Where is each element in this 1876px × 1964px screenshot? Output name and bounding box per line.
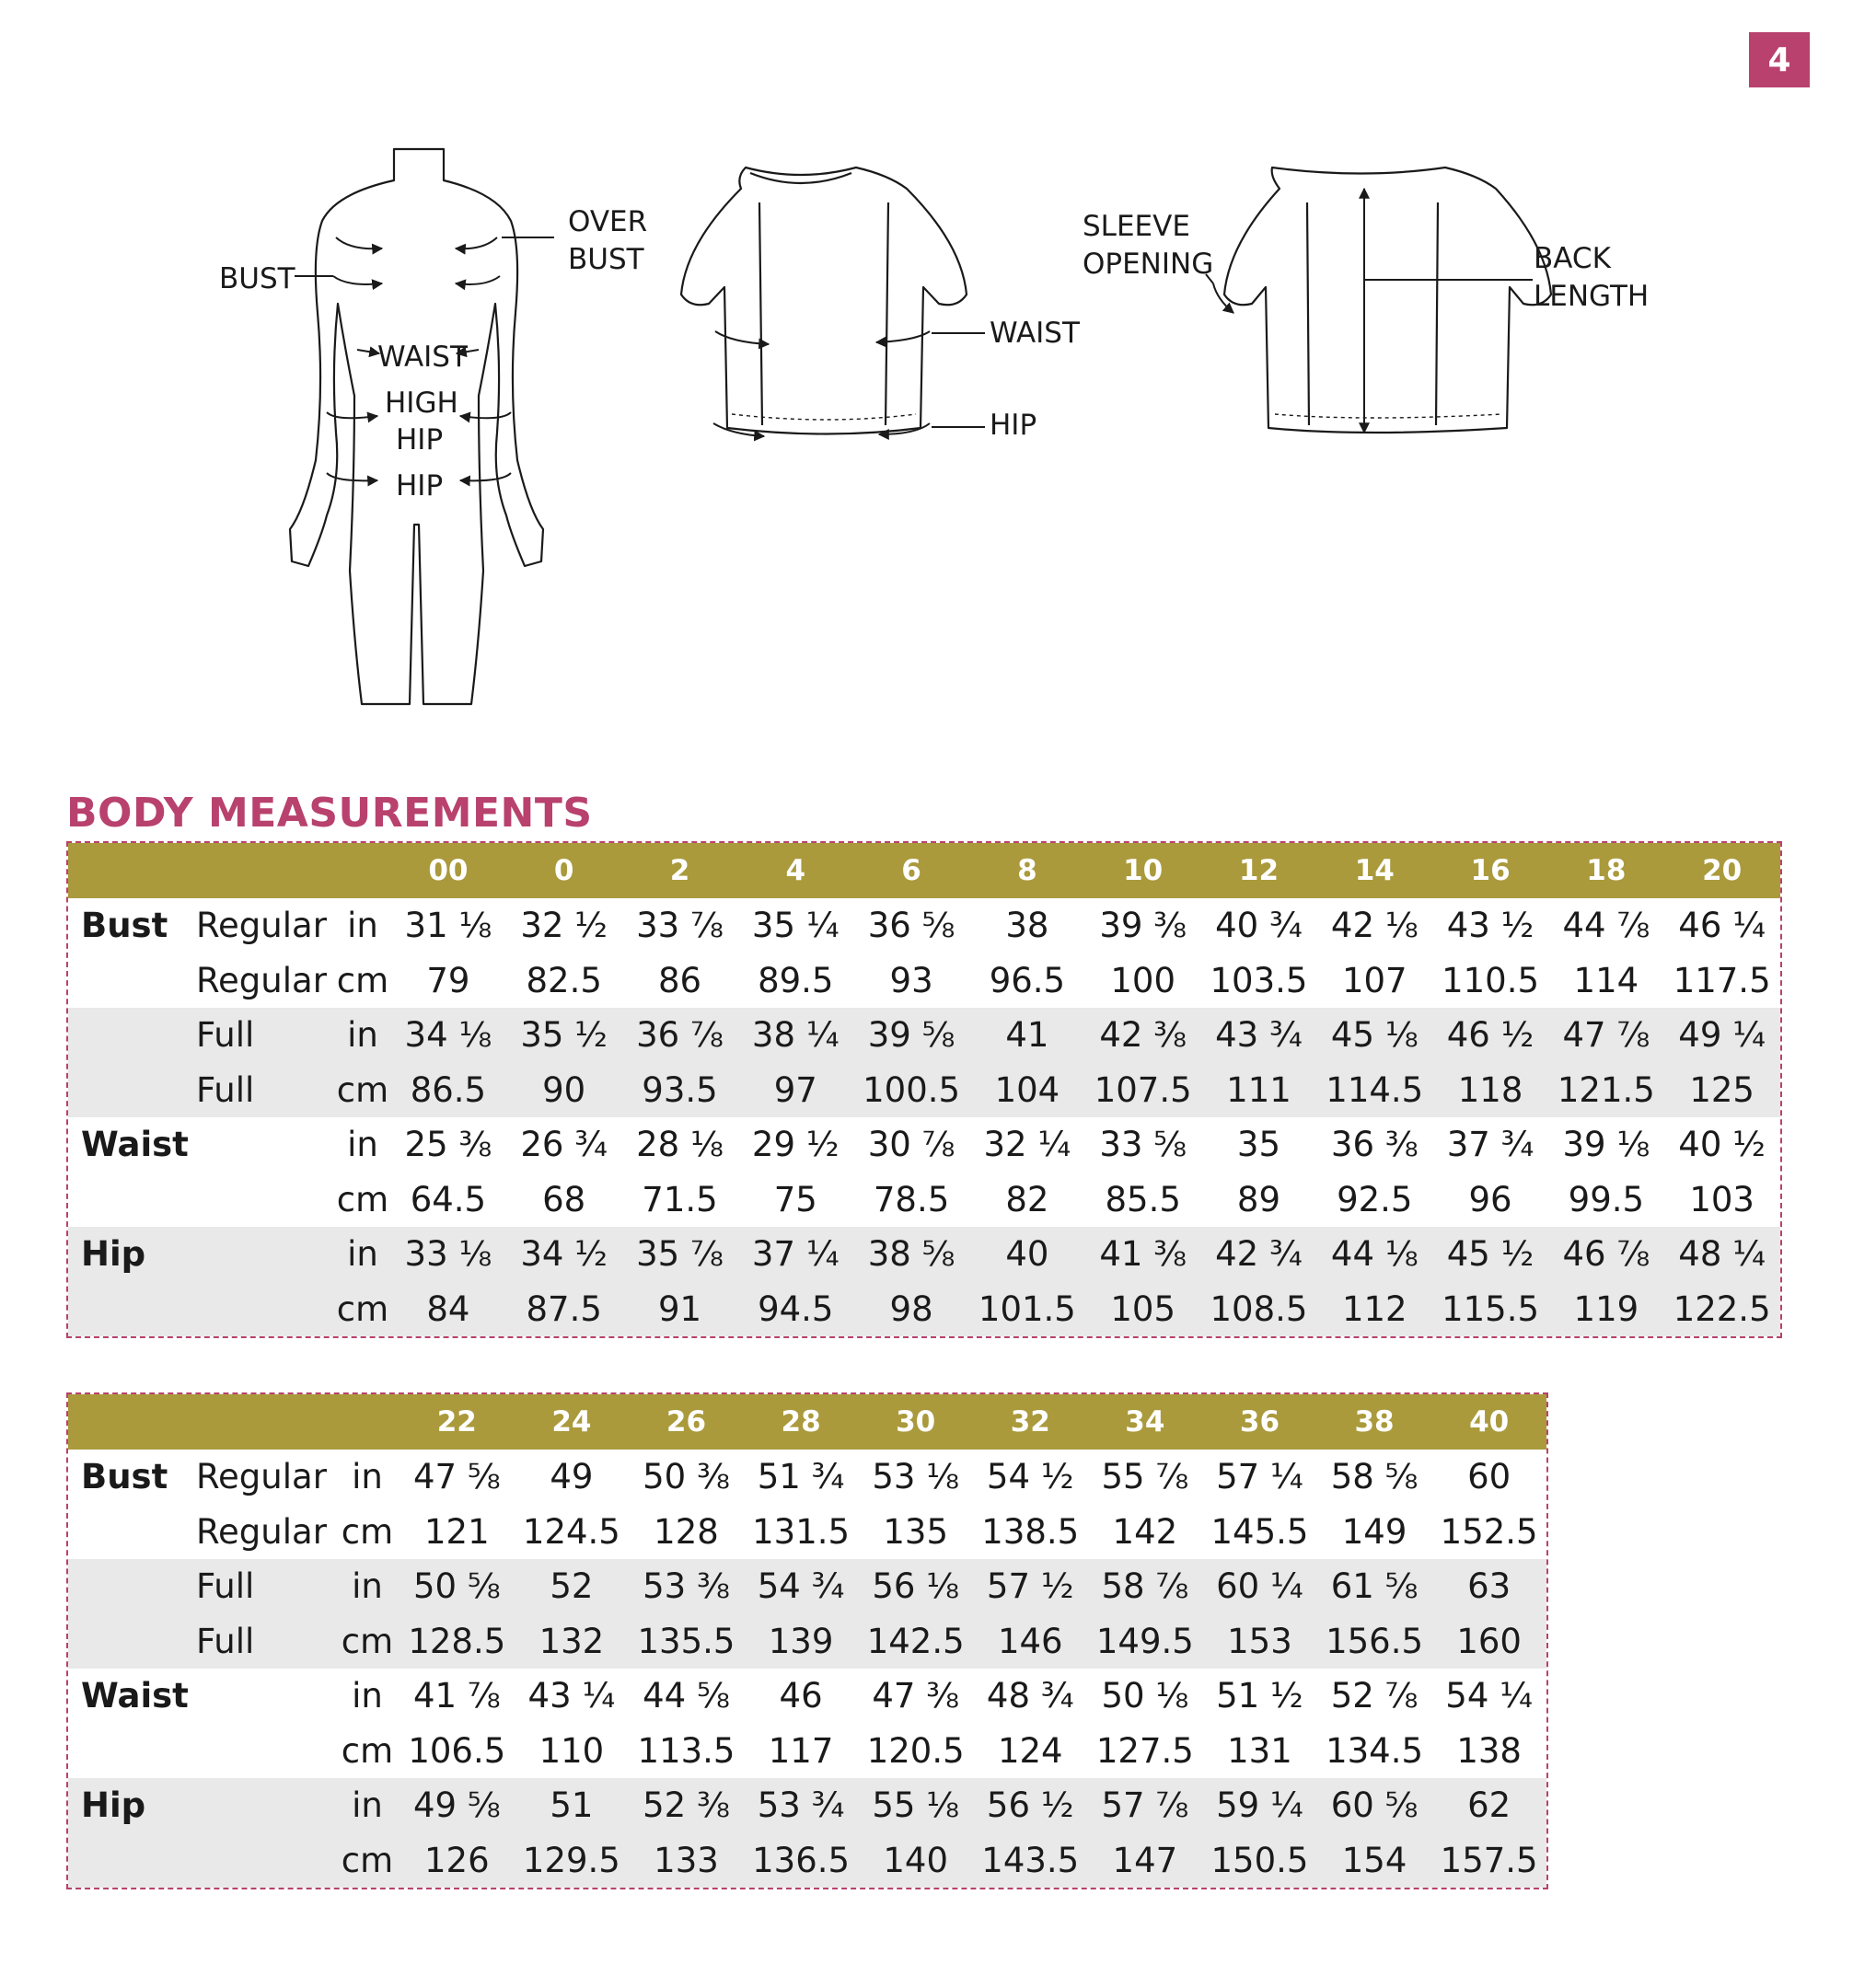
measurement-value: 26 ¾ — [520, 1125, 608, 1165]
measurement-value: 106.5 — [408, 1730, 506, 1771]
table-row — [68, 1117, 1780, 1173]
measurement-value: 132 — [515, 1614, 630, 1669]
size-header: 24 — [515, 1394, 630, 1450]
size-header: 12 — [1201, 843, 1317, 898]
header-spacer — [192, 843, 335, 898]
table-row — [68, 1614, 1546, 1669]
measurement-value: 99.5 — [1568, 1179, 1645, 1219]
label-bust: BUST — [219, 262, 295, 295]
header-spacer — [68, 843, 192, 898]
measurement-value: 146 — [973, 1614, 1088, 1669]
unit-label: cm — [341, 1511, 394, 1552]
measurement-value: 157.5 — [1431, 1833, 1546, 1889]
measurement-label: Waist — [81, 1125, 189, 1165]
label-over-bust-line2: BUST — [568, 243, 644, 276]
measurement-value: 128.5 — [400, 1614, 515, 1669]
measurement-value: 62 — [1431, 1778, 1546, 1833]
measurement-value: 138 — [1456, 1730, 1522, 1771]
table-row — [68, 1450, 1546, 1505]
measurement-value: 35 ½ — [506, 1008, 622, 1063]
measurement-value: 46 ¼ — [1678, 906, 1766, 946]
measurement-value: 49 ⅝ — [400, 1778, 515, 1833]
table-row — [68, 953, 1780, 1009]
variant-label: Regular — [196, 906, 327, 946]
measurement-value: 103.5 — [1210, 960, 1308, 1000]
measurement-value: 105 — [1085, 1282, 1201, 1337]
measurement-value: 51 — [515, 1778, 630, 1833]
measurement-label — [68, 1505, 192, 1560]
label-sleeve-opening-line1: SLEEVE — [1083, 210, 1190, 243]
measurement-value: 39 ⅜ — [1099, 906, 1187, 946]
variant-label: Regular — [196, 960, 327, 1000]
measurement-value: 93.5 — [622, 1063, 738, 1118]
measurement-value: 61 ⅝ — [1317, 1559, 1432, 1614]
size-header: 38 — [1317, 1394, 1432, 1450]
measurement-value: 84 — [390, 1282, 506, 1337]
measurement-value: 113.5 — [637, 1730, 735, 1771]
size-header: 26 — [629, 1394, 744, 1450]
table-row — [68, 1063, 1780, 1118]
measurement-value: 38 — [1005, 906, 1049, 946]
measurement-value: 34 ½ — [506, 1227, 622, 1282]
measurement-value: 86.5 — [390, 1063, 506, 1118]
measurement-value: 58 ⅝ — [1330, 1457, 1419, 1497]
unit-label: in — [335, 1778, 400, 1833]
measurement-value: 135.5 — [629, 1614, 744, 1669]
measurement-value: 96 — [1468, 1179, 1512, 1219]
measurement-value: 56 ½ — [973, 1778, 1088, 1833]
top-back-arrows — [1206, 189, 1533, 433]
measurement-value: 140 — [858, 1833, 973, 1889]
measurement-value: 52 ⅜ — [629, 1778, 744, 1833]
measurement-value: 89.5 — [758, 960, 834, 1000]
size-header: 18 — [1548, 843, 1664, 898]
measurement-value: 46 ½ — [1432, 1008, 1548, 1063]
unit-label: in — [352, 1457, 383, 1497]
size-header: 22 — [400, 1394, 515, 1450]
measurement-value: 38 ⅝ — [853, 1227, 969, 1282]
measurement-value: 39 ⅝ — [853, 1008, 969, 1063]
section-title: BODY MEASUREMENTS — [66, 790, 593, 837]
measurement-value: 29 ½ — [751, 1125, 840, 1165]
measurement-value: 136.5 — [744, 1833, 859, 1889]
label-waist-body: WAIST — [377, 341, 468, 374]
label-hip-body: HIP — [396, 469, 444, 503]
measurement-value: 40 ¾ — [1215, 906, 1303, 946]
measurement-value: 139 — [744, 1614, 859, 1669]
measurement-value: 152.5 — [1440, 1511, 1538, 1552]
measurement-value: 43 ½ — [1446, 906, 1534, 946]
measurement-value: 52 — [515, 1559, 630, 1614]
measurement-value: 79 — [426, 960, 470, 1000]
size-header: 30 — [858, 1394, 973, 1450]
measurement-label: Hip — [68, 1778, 192, 1833]
size-table — [68, 843, 1780, 1336]
measurement-value: 47 ⅞ — [1548, 1008, 1664, 1063]
unit-label: in — [347, 1125, 378, 1165]
label-high-hip-line1: HIGH — [385, 387, 458, 420]
measurement-label — [68, 1063, 192, 1118]
measurement-value: 98 — [853, 1282, 969, 1337]
measurement-value: 131 — [1227, 1730, 1292, 1771]
measurement-value: 68 — [542, 1179, 586, 1219]
table-row — [68, 1778, 1546, 1833]
size-header: 34 — [1088, 1394, 1203, 1450]
size-header: 20 — [1664, 843, 1780, 898]
table-row — [68, 1008, 1780, 1063]
measurement-value: 87.5 — [506, 1282, 622, 1337]
label-waist-front: WAIST — [990, 317, 1080, 350]
unit-label: cm — [335, 1282, 390, 1337]
measurement-value: 48 ¾ — [986, 1676, 1074, 1716]
measurement-value: 36 ⅞ — [622, 1008, 738, 1063]
header-spacer — [192, 1394, 335, 1450]
measurement-value: 42 ¾ — [1201, 1227, 1317, 1282]
measurement-value: 31 ⅛ — [404, 906, 492, 946]
measurement-value: 127.5 — [1095, 1730, 1194, 1771]
measurement-value: 54 ¾ — [744, 1559, 859, 1614]
measurement-value: 45 ⅛ — [1316, 1008, 1432, 1063]
measurement-value: 134.5 — [1326, 1730, 1424, 1771]
variant-label: Full — [192, 1008, 335, 1063]
measurement-value: 117 — [768, 1730, 834, 1771]
unit-label: cm — [336, 960, 389, 1000]
measurement-value: 42 ⅜ — [1085, 1008, 1201, 1063]
measurement-value: 40 ½ — [1678, 1125, 1766, 1165]
measurement-value: 100.5 — [853, 1063, 969, 1118]
measurement-value: 47 ⅝ — [412, 1457, 501, 1497]
measurement-value: 41 — [969, 1008, 1085, 1063]
measurement-value: 133 — [629, 1833, 744, 1889]
measurement-value: 33 ⅞ — [636, 906, 724, 946]
unit-label: in — [347, 906, 378, 946]
measurement-value: 48 ¼ — [1664, 1227, 1780, 1282]
measurement-value: 104 — [969, 1063, 1085, 1118]
table-row — [68, 1669, 1546, 1724]
measurement-value: 50 ⅜ — [643, 1457, 730, 1497]
measurement-value: 36 ⅜ — [1330, 1125, 1419, 1165]
table-row — [68, 1173, 1780, 1228]
measurement-value: 71.5 — [642, 1179, 718, 1219]
measurement-value: 44 ⅝ — [643, 1676, 730, 1716]
measurement-value: 50 ⅛ — [1101, 1676, 1189, 1716]
measurement-value: 42 ⅛ — [1330, 906, 1419, 946]
measurement-value: 149.5 — [1088, 1614, 1203, 1669]
header-spacer — [68, 1394, 192, 1450]
measurement-value: 60 ¼ — [1202, 1559, 1317, 1614]
header-spacer — [335, 1394, 400, 1450]
size-chart-2 — [66, 1392, 1548, 1889]
measurement-label — [68, 1724, 192, 1779]
label-high-hip-line2: HIP — [396, 423, 444, 456]
measurement-value: 145.5 — [1210, 1511, 1309, 1552]
measurement-label — [68, 1559, 192, 1614]
measurement-value: 55 ⅛ — [858, 1778, 973, 1833]
size-header: 10 — [1085, 843, 1201, 898]
size-header-row — [68, 843, 1780, 898]
size-header: 36 — [1202, 1394, 1317, 1450]
measurement-value: 28 ⅛ — [636, 1125, 724, 1165]
measurement-value: 153 — [1202, 1614, 1317, 1669]
label-back-length-line2: LENGTH — [1534, 280, 1650, 313]
measurement-value: 43 ¾ — [1201, 1008, 1317, 1063]
measurement-value: 121 — [423, 1511, 490, 1552]
measurement-value: 107.5 — [1085, 1063, 1201, 1118]
label-sleeve-opening-line2: OPENING — [1083, 248, 1214, 281]
measurement-value: 53 ⅜ — [629, 1559, 744, 1614]
measurement-value: 39 ⅛ — [1562, 1125, 1650, 1165]
measurement-value: 112 — [1316, 1282, 1432, 1337]
measurement-label: Bust — [81, 906, 168, 946]
page-number-badge: 4 — [1749, 32, 1810, 87]
measurement-value: 128 — [654, 1511, 719, 1552]
measurement-value: 75 — [773, 1179, 817, 1219]
size-header: 16 — [1432, 843, 1548, 898]
measurement-value: 101.5 — [969, 1282, 1085, 1337]
measurement-value: 143.5 — [973, 1833, 1088, 1889]
measurement-value: 53 ⅛ — [872, 1457, 960, 1497]
measurement-value: 142.5 — [858, 1614, 973, 1669]
variant-label — [192, 1282, 335, 1337]
measurement-label — [68, 1008, 192, 1063]
variant-label — [192, 1173, 335, 1228]
size-table — [68, 1394, 1546, 1888]
table-row — [68, 1227, 1780, 1282]
measurement-value: 44 ⅞ — [1562, 906, 1650, 946]
measurement-value: 91 — [622, 1282, 738, 1337]
measurement-value: 160 — [1431, 1614, 1546, 1669]
measurement-value: 107 — [1341, 960, 1407, 1000]
measurement-value: 142 — [1112, 1511, 1178, 1552]
measurement-value: 111 — [1201, 1063, 1317, 1118]
size-header: 4 — [737, 843, 853, 898]
label-hip-front: HIP — [990, 409, 1037, 442]
measurement-value: 60 — [1467, 1457, 1511, 1497]
label-over-bust-line1: OVER — [568, 205, 648, 238]
measurement-value: 92.5 — [1337, 1179, 1413, 1219]
size-header: 6 — [853, 843, 969, 898]
variant-label — [192, 1833, 335, 1889]
measurement-value: 149 — [1341, 1511, 1407, 1552]
measurement-value: 121.5 — [1548, 1063, 1664, 1118]
measurement-value: 122.5 — [1664, 1282, 1780, 1337]
measurement-value: 108.5 — [1201, 1282, 1317, 1337]
measurement-value: 41 ⅜ — [1085, 1227, 1201, 1282]
measurement-value: 38 ¼ — [737, 1008, 853, 1063]
measurement-value: 33 ⅛ — [390, 1227, 506, 1282]
measurement-value: 30 ⅞ — [867, 1125, 955, 1165]
measurement-value: 93 — [889, 960, 933, 1000]
measurement-value: 49 ¼ — [1664, 1008, 1780, 1063]
measurement-value: 57 ⅞ — [1088, 1778, 1203, 1833]
unit-label: cm — [335, 1614, 400, 1669]
size-header: 28 — [744, 1394, 859, 1450]
table-row — [68, 898, 1780, 953]
variant-label — [192, 1669, 335, 1724]
measurement-value: 54 ¼ — [1445, 1676, 1533, 1716]
unit-label: in — [335, 1008, 390, 1063]
unit-label: in — [335, 1559, 400, 1614]
illustrations-svg — [0, 0, 1876, 736]
measurement-value: 124 — [997, 1730, 1063, 1771]
measurement-label: Waist — [81, 1676, 189, 1716]
variant-label — [192, 1227, 335, 1282]
table-row — [68, 1282, 1780, 1337]
measurement-value: 82.5 — [526, 960, 602, 1000]
measurement-label — [68, 1833, 192, 1889]
measurement-value: 35 — [1236, 1125, 1281, 1165]
measurement-value: 37 ¼ — [737, 1227, 853, 1282]
label-back-length-line1: BACK — [1534, 242, 1611, 275]
measurement-value: 44 ⅛ — [1316, 1227, 1432, 1282]
measurement-value: 90 — [506, 1063, 622, 1118]
measurement-value: 32 ¼ — [983, 1125, 1071, 1165]
measurement-value: 94.5 — [737, 1282, 853, 1337]
measurement-value: 53 ¾ — [744, 1778, 859, 1833]
unit-label: cm — [335, 1833, 400, 1889]
measurement-value: 46 — [779, 1676, 823, 1716]
measurement-value: 54 ½ — [986, 1457, 1074, 1497]
table-row — [68, 1833, 1546, 1889]
measurement-label — [68, 1614, 192, 1669]
variant-label: Regular — [196, 1457, 327, 1497]
table-row — [68, 1559, 1546, 1614]
measurement-value: 125 — [1664, 1063, 1780, 1118]
measurement-value: 135 — [883, 1511, 948, 1552]
measurement-value: 82 — [1005, 1179, 1049, 1219]
measurement-value: 119 — [1548, 1282, 1664, 1337]
size-header: 32 — [973, 1394, 1088, 1450]
measurement-value: 56 ⅛ — [858, 1559, 973, 1614]
measurement-value: 129.5 — [515, 1833, 630, 1889]
top-back-figure — [1224, 168, 1551, 433]
measurement-value: 57 ¼ — [1216, 1457, 1303, 1497]
measurement-value: 43 ¼ — [527, 1676, 616, 1716]
measurement-label — [68, 953, 192, 1009]
measurement-value: 97 — [737, 1063, 853, 1118]
measurement-value: 59 ¼ — [1202, 1778, 1317, 1833]
measurement-value: 114 — [1573, 960, 1639, 1000]
size-chart-1 — [66, 841, 1782, 1338]
measurement-value: 115.5 — [1432, 1282, 1548, 1337]
measurement-value: 78.5 — [873, 1179, 950, 1219]
measurement-value: 35 ⅞ — [622, 1227, 738, 1282]
measurement-value: 150.5 — [1202, 1833, 1317, 1889]
measurement-value: 40 — [969, 1227, 1085, 1282]
measurement-value: 25 ⅜ — [404, 1125, 492, 1165]
measurement-value: 124.5 — [522, 1511, 620, 1552]
variant-label — [192, 1724, 335, 1779]
measurement-value: 57 ½ — [973, 1559, 1088, 1614]
size-header: 0 — [506, 843, 622, 898]
unit-label: in — [335, 1227, 390, 1282]
unit-label: in — [352, 1676, 383, 1716]
table-row — [68, 1724, 1546, 1779]
unit-label: cm — [341, 1730, 394, 1771]
variant-label: Full — [192, 1559, 335, 1614]
measurement-value: 50 ⅝ — [400, 1559, 515, 1614]
measurement-value: 51 ½ — [1216, 1676, 1303, 1716]
measurement-label: Bust — [81, 1457, 168, 1497]
measurement-value: 85.5 — [1105, 1179, 1181, 1219]
measurement-value: 118 — [1432, 1063, 1548, 1118]
measurement-value: 58 ⅞ — [1088, 1559, 1203, 1614]
measurement-label — [68, 1173, 192, 1228]
variant-label: Full — [192, 1063, 335, 1118]
measurement-value: 49 — [550, 1457, 594, 1497]
measurement-value: 45 ½ — [1432, 1227, 1548, 1282]
size-header: 2 — [622, 843, 738, 898]
size-header: 14 — [1316, 843, 1432, 898]
measurement-illustrations — [0, 0, 1876, 736]
measurement-value: 51 ¾ — [757, 1457, 845, 1497]
measurement-value: 63 — [1431, 1559, 1546, 1614]
measurement-value: 147 — [1088, 1833, 1203, 1889]
variant-label: Full — [192, 1614, 335, 1669]
measurement-value: 138.5 — [981, 1511, 1080, 1552]
measurement-value: 117.5 — [1673, 960, 1771, 1000]
size-header-row — [68, 1394, 1546, 1450]
unit-label: cm — [336, 1179, 389, 1219]
measurement-value: 32 ½ — [520, 906, 608, 946]
top-front-figure — [681, 168, 967, 434]
size-header: 8 — [969, 843, 1085, 898]
measurement-value: 154 — [1317, 1833, 1432, 1889]
size-header: 00 — [390, 843, 506, 898]
top-front-arrows — [713, 331, 985, 436]
header-spacer — [335, 843, 390, 898]
measurement-value: 156.5 — [1317, 1614, 1432, 1669]
measurement-value: 114.5 — [1316, 1063, 1432, 1118]
measurement-value: 47 ⅜ — [872, 1676, 960, 1716]
measurement-value: 131.5 — [752, 1511, 851, 1552]
measurement-value: 55 ⅞ — [1101, 1457, 1189, 1497]
measurement-value: 120.5 — [866, 1730, 965, 1771]
measurement-value: 34 ⅛ — [390, 1008, 506, 1063]
measurement-label: Hip — [68, 1227, 192, 1282]
measurement-value: 64.5 — [410, 1179, 487, 1219]
measurement-value: 110 — [538, 1730, 605, 1771]
measurement-value: 52 ⅞ — [1330, 1676, 1419, 1716]
variant-label: Regular — [196, 1511, 327, 1552]
measurement-value: 100 — [1110, 960, 1175, 1000]
measurement-value: 96.5 — [989, 960, 1066, 1000]
measurement-value: 89 — [1236, 1179, 1281, 1219]
measurement-value: 103 — [1689, 1179, 1754, 1219]
measurement-value: 86 — [657, 960, 702, 1000]
measurement-value: 36 ⅝ — [867, 906, 955, 946]
variant-label — [192, 1778, 335, 1833]
measurement-value: 33 ⅝ — [1099, 1125, 1187, 1165]
unit-label: cm — [335, 1063, 390, 1118]
measurement-value: 110.5 — [1442, 960, 1540, 1000]
measurement-value: 60 ⅝ — [1317, 1778, 1432, 1833]
measurement-value: 35 ¼ — [751, 906, 840, 946]
measurement-value: 126 — [400, 1833, 515, 1889]
measurement-value: 41 ⅞ — [412, 1676, 501, 1716]
size-header: 40 — [1431, 1394, 1546, 1450]
measurement-value: 37 ¾ — [1446, 1125, 1534, 1165]
measurement-value: 46 ⅞ — [1548, 1227, 1664, 1282]
variant-label — [192, 1117, 335, 1173]
table-row — [68, 1505, 1546, 1560]
measurement-label — [68, 1282, 192, 1337]
